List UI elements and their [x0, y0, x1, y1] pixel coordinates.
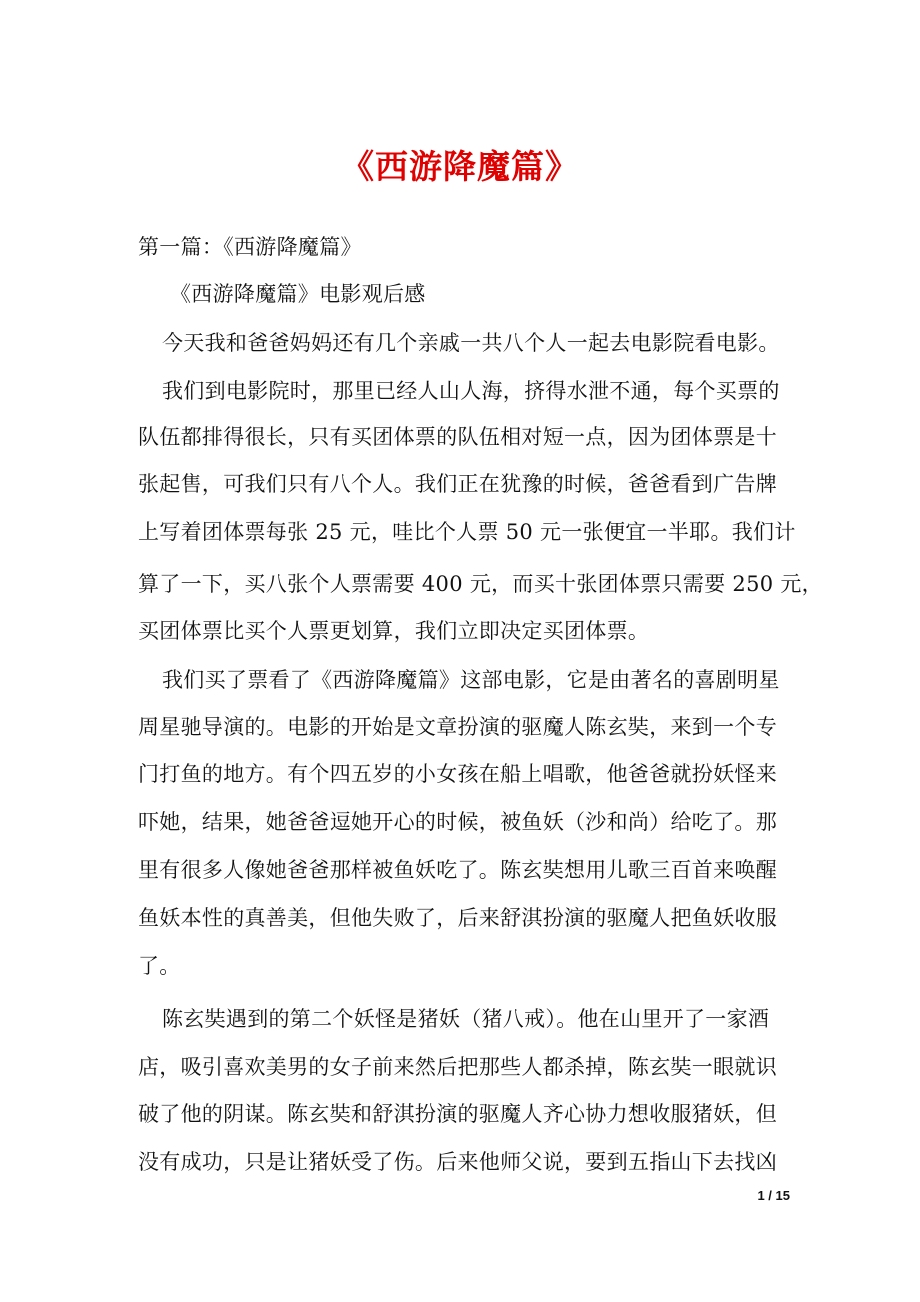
paragraph-line: 买团体票比买个人票更划算，我们立即决定买团体票。: [138, 619, 650, 643]
document-title: 《西游降魔篇》: [341, 147, 579, 186]
paragraph-line: 了。: [138, 954, 181, 978]
paragraph-line: 里有很多人像她爸爸那样被鱼妖吃了。陈玄奘想用儿歌三百首来唤醒: [138, 858, 777, 882]
paragraph-line: 算了一下，买八张个人票需要 400 元，而买十张团体票只需要 250 元，: [138, 572, 823, 596]
paragraph-line: 陈玄奘遇到的第二个妖怪是猪妖（猪八戒）。他在山里开了一家酒: [162, 1007, 770, 1031]
paragraph-line: 破了他的阴谋。陈玄奘和舒淇扮演的驱魔人齐心协力想收服猪妖，但: [138, 1102, 777, 1126]
paragraph-line: 没有成功，只是让猪妖受了伤。后来他师父说，要到五指山下去找凶: [138, 1150, 777, 1174]
paragraph-line: 鱼妖本性的真善美，但他失败了，后来舒淇扮演的驱魔人把鱼妖收服: [138, 906, 777, 930]
paragraph-line: 周星驰导演的。电影的开始是文章扮演的驱魔人陈玄奘，来到一个专: [138, 715, 777, 739]
page-number: 1 / 15: [757, 1188, 790, 1203]
paragraph-line: 队伍都排得很长，只有买团体票的队伍相对短一点，因为团体票是十: [138, 425, 777, 449]
paragraph-line: 今天我和爸爸妈妈还有几个亲戚一共八个人一起去电影院看电影。: [162, 331, 780, 355]
subtitle: 《西游降魔篇》电影观后感: [170, 282, 426, 306]
paragraph-line: 张起售，可我们只有八个人。我们正在犹豫的时候，爸爸看到广告牌: [138, 472, 777, 496]
paragraph-line: 门打鱼的地方。有个四五岁的小女孩在船上唱歌，他爸爸就扮妖怪来: [138, 762, 777, 786]
paragraph-line: 上写着团体票每张 25 元，哇比个人票 50 元一张便宜一半耶。我们计: [138, 520, 796, 544]
paragraph-line: 我们到电影院时，那里已经人山人海，挤得水泄不通，每个买票的: [162, 379, 780, 403]
paragraph-line: 吓她，结果，她爸爸逗她开心的时候，被鱼妖（沙和尚）给吃了。那: [138, 810, 777, 834]
paragraph-line: 店，吸引喜欢美男的女子前来然后把那些人都杀掉，陈玄奘一眼就识: [138, 1055, 777, 1079]
paragraph-line: 我们买了票看了《西游降魔篇》这部电影，它是由著名的喜剧明星: [162, 668, 780, 692]
section-heading: 第一篇：《西游降魔篇》: [138, 235, 362, 259]
